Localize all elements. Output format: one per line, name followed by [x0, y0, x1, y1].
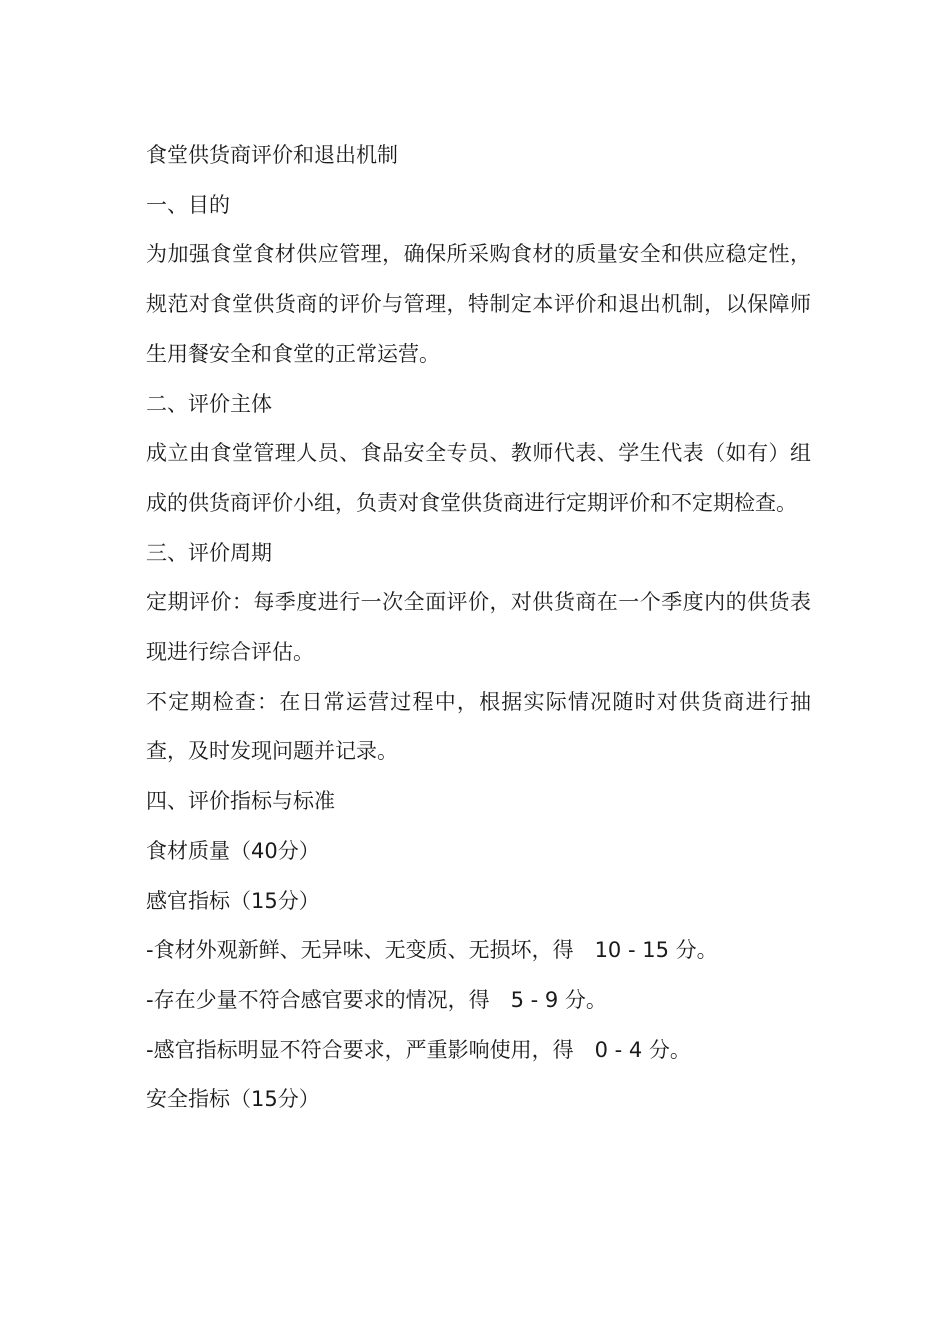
- section-heading-criteria: 四、评价指标与标准: [146, 789, 335, 814]
- section-heading-cycle: 三、评价周期: [146, 540, 272, 565]
- paragraph-evaluator: 成立由食堂管理人员、食品安全专员、教师代表、学生代表（如有）组成的供货商评价小组，负责对食堂供货商进行定期评价和不定期检查。: [146, 441, 811, 515]
- subheading-sensory: 感官指标（15分）: [146, 888, 320, 913]
- subheading-safety: 安全指标（15分）: [146, 1087, 320, 1112]
- list-item: -存在少量不符合感官要求的情况，得 5 - 9 分。: [146, 987, 607, 1012]
- section-heading-evaluator: 二、评价主体: [146, 391, 272, 416]
- document-title: 食堂供货商评价和退出机制: [146, 143, 398, 167]
- subheading-food-quality: 食材质量（40分）: [146, 838, 320, 863]
- section-heading-purpose: 一、目的: [146, 192, 230, 217]
- list-item: -食材外观新鲜、无异味、无变质、无损坏，得 10 - 15 分。: [146, 938, 718, 963]
- document-body: [146, 131, 811, 1125]
- paragraph-irregular-check: 不定期检查：在日常运营过程中，根据实际情况随时对供货商进行抽查，及时发现问题并记录。: [146, 689, 811, 764]
- paragraph-purpose: 为加强食堂食材供应管理，确保所采购食材的质量安全和供应稳定性，规范对食堂供货商的评价与管理，特制定本评价和退出机制，以保障师生用餐安全和食堂的正常运营。: [146, 242, 811, 366]
- list-item: -感官指标明显不符合要求，严重影响使用，得 0 - 4 分。: [146, 1037, 691, 1062]
- paragraph-regular-evaluation: 定期评价：每季度进行一次全面评价，对供货商在一个季度内的供货表现进行综合评估。: [146, 590, 811, 665]
